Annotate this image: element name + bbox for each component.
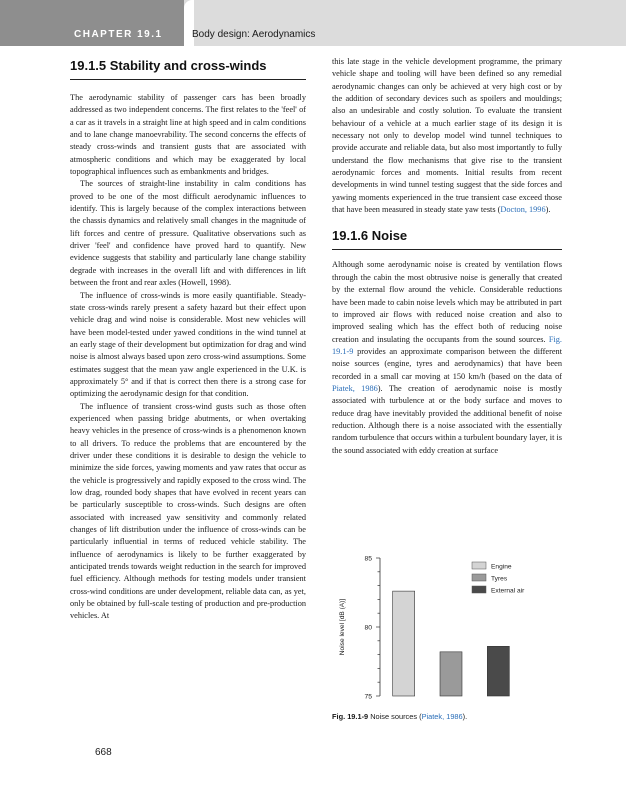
- running-header: [0, 0, 626, 46]
- paragraph-text: ). The creation of aerodynamic noise is mostly associated with turbulence at or the body surface and moves to reduce drag have inevitably provided the additional benefit of noise reduction. Although there is a noise associated with the essentially random turbulence that occurs within a turbulent boundary layer, it is the sound associated with eddy creation at surface: [332, 383, 563, 455]
- y-tick-label: 85: [364, 555, 372, 563]
- paragraph-text: Although some aerodynamic noise is created by ventilation flows through the cabin the most obtrusive noise is generally that created by the external flow around the vehicle. Considerable reductions have been made to cabin noise levels which may be attributed in part to improved air flows with reduced noise creation and also to improved sealing which has the effect both of reducing noise creation and insulating the occupants from the sound sources.: [332, 260, 562, 344]
- legend-label: External air: [491, 587, 525, 595]
- paragraph-text: ).: [545, 205, 551, 215]
- paragraph: The influence of cross-winds is more easily quantifiable. Steady-state cross-winds rarely present a safety hazard but their effect upon vehicle drag and wind noise is considerable. Most new vehicles will have been model-tested under yawed conditions in the wind tunnel at an early stage of their development but optimization for drag and wind noise is almost always based upon zero cross-wind assumptions. Some estimates suggest that the mean yaw angle experienced in the U.K. is approximately 5° and if that is correct then there is a strong case for optimizing the aerodynamic design for that condition.: [70, 290, 306, 399]
- caption-end: ).: [462, 712, 468, 721]
- caption-citation-link[interactable]: Piatek, 1986: [421, 712, 463, 721]
- paragraph: [332, 259, 562, 457]
- noise-sources-chart: [332, 546, 562, 724]
- legend-swatch: [472, 574, 486, 581]
- paragraph-continued: [332, 56, 562, 216]
- figure-reference-link[interactable]: Fig. 19.1-9: [332, 334, 562, 356]
- caption-text: Noise sources (: [370, 712, 422, 721]
- chapter-label: CHAPTER 19.1: [74, 29, 163, 40]
- paragraph: The aerodynamic stability of passenger cars has been broadly addressed as two independent concerns. The first relates to the 'feel' of a car as it travels in a straight line at high speed and in calm conditions and to lane change manoevrability. The second concerns the effects of steady cross-winds and transient gusts that are associated with atmospheric conditions and which may be exaggerated by local topographical influences such as embankments and bridges.: [70, 93, 306, 177]
- caption-label: Fig. 19.1-9: [332, 712, 369, 721]
- legend-label: Tyres: [491, 575, 508, 583]
- paragraph: The influence of transient cross-wind gusts such as those often experienced when passing bridge abutments, or when overtaking heavy vehicles in the presence of cross-winds is a phenomenon known to all drivers. To reduce the problems that are encountered by the driver under these conditions it is desirable to design the vehicle to minimize the side forces, yawing moments and yaw rates that occur as the vehicle is progressively and rapidly exposed to the cross wind. The low drag, rounded body shapes that have evolved in recent years can be particularly susceptible to cross-winds. Such designs are often associated with increased yaw sensitivity and commonly related changes of lift distribution under the influence of cross-winds can be particularly influential in terms of reduced vehicle stability. The influence of aerodynamics is likely to be further exaggerated by anticipated trends towards weight reduction in the search for improved fuel efficiency. Although methods for testing models under transient cross-wind conditions are under development, reliable data can, as yet, only be obtained by full-scale testing of production and pre-production vehicles. At: [70, 401, 306, 621]
- y-axis-label: Noise level [dB (A)]: [339, 598, 346, 656]
- bar-tyres: [440, 652, 462, 696]
- section-heading-noise: 19.1.6 Noise: [332, 228, 562, 250]
- paragraph: The sources of straight-line instability in calm conditions has proved to be one of the most difficult aerodynamic influences to identify. This is largely because of the complex interactions between the chassis dynamics and relatively small changes in the magnitude of lift forces and centre of pressure. Qualitative observations such as driver 'feel' and confidence have proved hard to quantify. New evidence suggests that stability and particularly lane change stability degrade with increases in the overall lift and with differences in lift between the front and rear axles (Howell, 1998).: [70, 179, 306, 288]
- legend-swatch: [472, 586, 486, 593]
- right-column: [332, 56, 562, 457]
- figure-caption: [332, 712, 467, 721]
- legend-swatch: [472, 562, 486, 569]
- legend-label: Engine: [491, 563, 512, 571]
- paragraph-text: provides an approximate comparison between the different noise sources (engine, tyres and aerodynamics) that have been recorded in a small car moving at 150 km/h (based on the data of: [332, 346, 562, 381]
- section-heading-stability: 19.1.5 Stability and cross-winds: [70, 58, 306, 80]
- bar-external-air: [487, 646, 509, 696]
- y-tick-label: 75: [364, 693, 372, 701]
- chart-svg: [332, 546, 562, 724]
- y-tick-label: 80: [364, 624, 372, 632]
- left-column: [70, 56, 306, 623]
- paragraph-text: this late stage in the vehicle development programme, the primary vehicle shape and tooling will have been defined so any remedial aerodynamic changes can only be achieved at very high cost or by the addition of secondary devices such as spoilers and mouldings; also an undesirable and costly solution. To evaluate the transient behaviour of a vehicle at a much earlier stage of its design it is necessary not only to develop model wind tunnel techniques to provide accurate and reliable data, but also most importantly to fully understand the flow mechanisms that give rise to the transient aerodynamic forces and moments. Initial results from recent developments in wind tunnel testing suggest that the side forces and yawing moments experienced in the true transient case exceed those that have been measured in steady state yaw tests (: [332, 57, 562, 215]
- citation-link[interactable]: Piatek, 1986: [332, 383, 378, 393]
- running-title: Body design: Aerodynamics: [192, 29, 316, 40]
- citation-link[interactable]: Docton, 1996: [500, 205, 546, 215]
- page-number: 668: [95, 747, 112, 758]
- bar-engine: [393, 591, 415, 696]
